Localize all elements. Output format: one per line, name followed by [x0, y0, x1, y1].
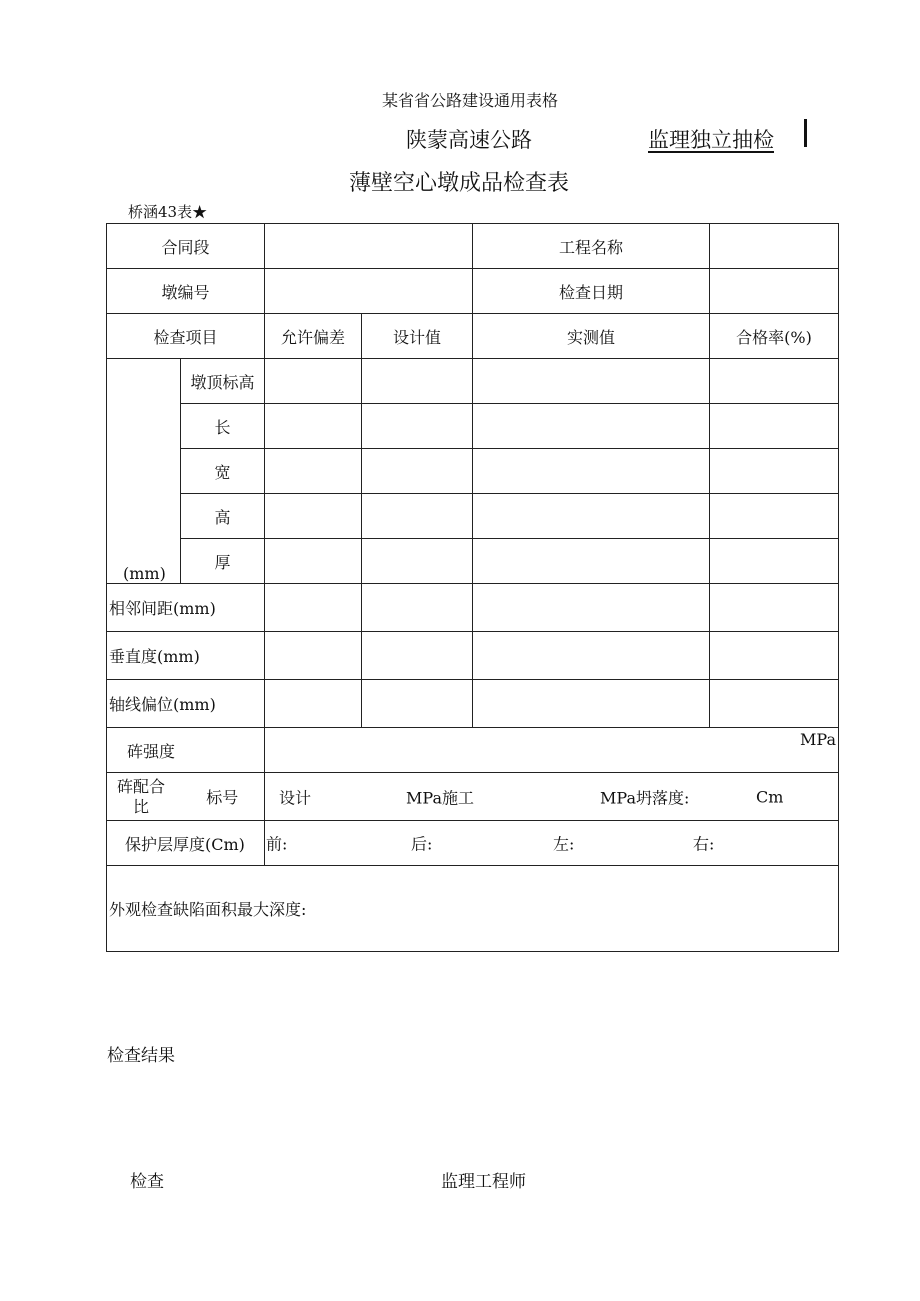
table-row	[107, 404, 839, 449]
table-header-row	[107, 314, 839, 359]
measured-cell[interactable]	[473, 494, 710, 539]
mix-field[interactable]	[265, 773, 839, 821]
table-row	[107, 866, 839, 952]
check-date-label: 检查日期	[473, 269, 710, 314]
measured-cell[interactable]	[473, 632, 710, 680]
measured-cell[interactable]	[473, 539, 710, 584]
col-header-tolerance: 允许偏差	[265, 314, 362, 359]
pass-rate-cell[interactable]	[710, 584, 839, 632]
contract-section-label: 合同段	[107, 224, 265, 269]
table-row	[107, 359, 839, 404]
mix-label-cell	[107, 773, 181, 821]
group-unit-label: (mm)	[123, 564, 166, 583]
engineer-label: 监理工程师	[441, 1172, 526, 1192]
design-cell[interactable]	[362, 494, 473, 539]
sub-item-label: 厚	[181, 539, 265, 584]
title-bar-mark	[804, 119, 807, 147]
road-name: 陕蒙高速公路	[406, 128, 532, 152]
measured-cell[interactable]	[473, 449, 710, 494]
cover-left: 左:	[553, 834, 575, 854]
table-row	[107, 773, 839, 821]
cover-front: 前:	[266, 834, 288, 854]
cover-right: 右:	[693, 834, 715, 854]
tolerance-cell[interactable]	[265, 632, 362, 680]
sub-item-label: 墩顶标高	[181, 359, 265, 404]
table-row	[107, 821, 839, 866]
row-label: 轴线偏位(mm)	[107, 680, 265, 728]
measured-cell[interactable]	[473, 584, 710, 632]
design-cell[interactable]	[362, 680, 473, 728]
contract-section-field[interactable]	[265, 224, 473, 269]
form-supertitle: 某省省公路建设通用表格	[381, 91, 558, 110]
inspector-label: 检查	[130, 1172, 164, 1192]
measured-cell[interactable]	[473, 404, 710, 449]
sub-item-label: 长	[181, 404, 265, 449]
col-header-pass-rate: 合格率(%)	[710, 314, 839, 359]
pass-rate-cell[interactable]	[710, 539, 839, 584]
col-header-measured: 实测值	[473, 314, 710, 359]
pass-rate-cell[interactable]	[710, 494, 839, 539]
design-cell[interactable]	[362, 632, 473, 680]
design-cell[interactable]	[362, 449, 473, 494]
check-date-field[interactable]	[710, 269, 839, 314]
pass-rate-cell[interactable]	[710, 449, 839, 494]
pass-rate-cell[interactable]	[710, 680, 839, 728]
design-cell[interactable]	[362, 584, 473, 632]
pass-rate-cell[interactable]	[710, 632, 839, 680]
result-label: 检查结果	[107, 1046, 175, 1066]
design-cell[interactable]	[362, 404, 473, 449]
appearance-check-field[interactable]	[107, 866, 839, 952]
cover-label: 保护层厚度(Cm)	[107, 821, 265, 866]
col-header-item: 检查项目	[107, 314, 265, 359]
sub-item-label: 高	[181, 494, 265, 539]
form-title: 薄壁空心墩成品检查表	[349, 171, 570, 196]
row-label: 垂直度(mm)	[107, 632, 265, 680]
strength-unit: MPa	[800, 730, 837, 749]
design-cell[interactable]	[362, 539, 473, 584]
design-cell[interactable]	[362, 359, 473, 404]
pass-rate-cell[interactable]	[710, 404, 839, 449]
tolerance-cell[interactable]	[265, 359, 362, 404]
tolerance-cell[interactable]	[265, 404, 362, 449]
tolerance-cell[interactable]	[265, 539, 362, 584]
inspection-table	[106, 223, 839, 952]
table-row	[107, 584, 839, 632]
col-header-design: 设计值	[362, 314, 473, 359]
cover-back: 后:	[411, 834, 433, 854]
tolerance-cell[interactable]	[265, 584, 362, 632]
pass-rate-cell[interactable]	[710, 359, 839, 404]
row-label: 相邻间距(mm)	[107, 584, 265, 632]
strength-field[interactable]	[265, 728, 839, 773]
dimension-group-cell	[107, 359, 181, 584]
pier-number-field[interactable]	[265, 269, 473, 314]
table-row	[107, 494, 839, 539]
table-row	[107, 632, 839, 680]
appearance-check-label: 外观检查缺陷面积最大深度:	[109, 900, 307, 919]
project-name-label: 工程名称	[473, 224, 710, 269]
form-code: 桥涵43表★	[128, 203, 208, 221]
table-row	[107, 269, 839, 314]
measured-cell[interactable]	[473, 680, 710, 728]
mix-grade-label: 标号	[181, 773, 265, 821]
cover-field[interactable]	[265, 821, 839, 866]
tolerance-cell[interactable]	[265, 680, 362, 728]
mix-design-label: 设计	[279, 788, 312, 807]
tolerance-cell[interactable]	[265, 449, 362, 494]
table-row	[107, 449, 839, 494]
strength-label: 砗强度	[107, 728, 265, 773]
table-row	[107, 728, 839, 773]
sub-item-label: 宽	[181, 449, 265, 494]
inspection-type: 监理独立抽检	[648, 128, 774, 152]
table-row	[107, 539, 839, 584]
mix-unit-slump: MPa坍落度:	[600, 788, 690, 807]
table-row	[107, 224, 839, 269]
mix-unit-cm: Cm	[756, 787, 784, 806]
mix-unit-construction: MPa施工	[406, 788, 474, 807]
project-name-field[interactable]	[710, 224, 839, 269]
mix-label: 砗配合比	[116, 776, 165, 816]
measured-cell[interactable]	[473, 359, 710, 404]
table-row	[107, 680, 839, 728]
pier-number-label: 墩编号	[107, 269, 265, 314]
tolerance-cell[interactable]	[265, 494, 362, 539]
